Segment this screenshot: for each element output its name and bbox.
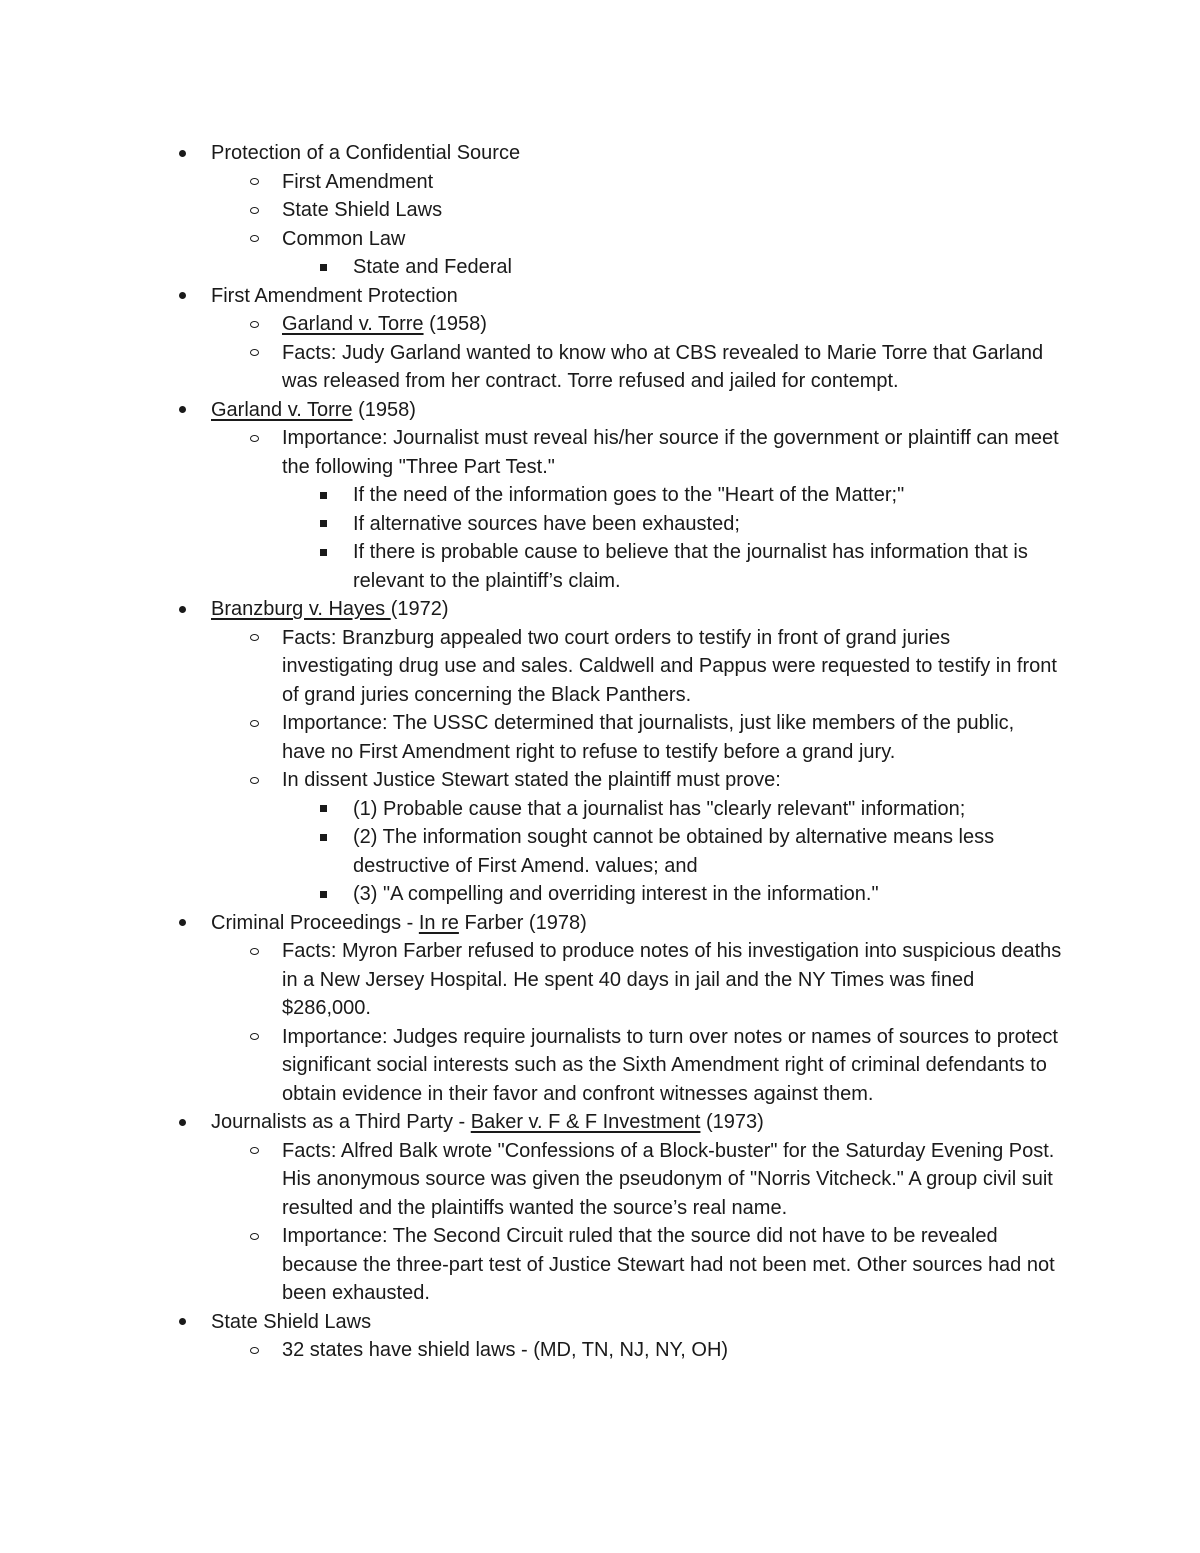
text-run: If the need of the information goes to the "Heart of the Matter;"	[353, 484, 905, 506]
text-run: State Shield Laws	[211, 1310, 372, 1333]
outline-item-text	[282, 342, 1043, 393]
outline-item-text	[282, 712, 1014, 763]
outline-item-level-1	[0, 909, 1200, 938]
hollow-circle-bullet-icon	[247, 1222, 261, 1251]
outline-item-text	[282, 427, 1059, 478]
outline-item-text	[282, 1225, 1055, 1304]
outline-item-level-1	[0, 396, 1200, 425]
outline-item-level-1	[0, 139, 1200, 168]
outline-item-level-1	[0, 1108, 1200, 1137]
square-bullet-icon	[316, 253, 330, 282]
outline-item-text	[282, 171, 433, 193]
case-name: Branzburg v. Hayes	[211, 598, 391, 620]
hollow-circle-bullet-icon	[247, 196, 261, 225]
outline-item-text	[353, 484, 904, 506]
text-run: (1972)	[390, 598, 449, 620]
outline-item-level-3	[0, 795, 1200, 824]
filled-circle-bullet-icon	[175, 282, 189, 311]
text-run: If alternative sources have been exhausted;	[353, 512, 740, 535]
text-run: State and Federal	[353, 256, 512, 278]
text-run: 32 states have shield laws - (MD, TN, NJ, NY, OH)	[282, 1339, 729, 1361]
text-run: Farber (1978)	[458, 911, 587, 934]
outline-item-text	[211, 285, 458, 307]
filled-circle-bullet-icon	[175, 396, 189, 425]
outline-item-level-3	[0, 510, 1200, 539]
outline-item-text	[353, 513, 740, 535]
text-run: Criminal Proceedings -	[211, 911, 419, 934]
text-run: Importance: Judges require journalists to turn over notes or names of sources to protect significant social interests such as the Sixth Amendment right of criminal defendants to obtain evidence in their favor and confront witnesses against them.	[282, 1025, 1058, 1105]
text-run: If there is probable cause to believe that the journalist has information that is relevant to the plaintiff’s claim.	[353, 541, 1028, 592]
outline-item-level-2	[0, 1137, 1200, 1223]
outline-item-level-3	[0, 538, 1200, 595]
text-run: Journalists as a Third Party -	[211, 1111, 471, 1133]
hollow-circle-bullet-icon	[247, 310, 261, 339]
outline-item-text	[282, 1140, 1054, 1219]
outline-item-level-2	[0, 937, 1200, 1023]
outline-item-text	[211, 1111, 764, 1133]
outline-item-level-1	[0, 1308, 1200, 1337]
outline-item-level-2	[0, 225, 1200, 254]
outline-item-level-2	[0, 424, 1200, 481]
case-name: Baker v. F & F Investment	[470, 1111, 701, 1133]
outline-item-text	[282, 627, 1057, 706]
outline-item-text	[353, 256, 512, 278]
text-run: (1958)	[352, 398, 416, 421]
outline-item-text	[282, 769, 781, 791]
outline-item-text	[282, 1026, 1058, 1105]
outline-item-level-2	[0, 168, 1200, 197]
filled-circle-bullet-icon	[175, 1308, 189, 1337]
text-run: Facts: Judy Garland wanted to know who at CBS revealed to Marie Torre that Garland was released from her contract. Torre refused and jailed for contempt.	[282, 341, 1044, 392]
case-name: Garland v. Torre	[282, 313, 424, 335]
hollow-circle-bullet-icon	[247, 225, 261, 254]
outline-item-text	[282, 313, 487, 335]
text-run: Facts: Branzburg appealed two court orders to testify in front of grand juries investigating drug use and sales. Caldwell and Pappus were requested to testify in front of grand juries concerning the Black Panthers.	[282, 626, 1057, 706]
hollow-circle-bullet-icon	[247, 709, 261, 738]
square-bullet-icon	[316, 538, 330, 567]
text-run: Facts: Alfred Balk wrote "Confessions of a Block-buster" for the Saturday Evening Post. His anonymous source was given the pseudonym of "Norris Vitcheck." A group civil suit resulted and the plaintiffs wanted the source’s real name.	[282, 1139, 1055, 1219]
outline-item-level-1	[0, 282, 1200, 311]
text-run: (2) The information sought cannot be obtained by alternative means less destructive of First Amend. values; and	[353, 826, 995, 877]
outline-item-level-3	[0, 253, 1200, 282]
outline-item-text	[282, 940, 1061, 1019]
outline-item-level-2	[0, 709, 1200, 766]
hollow-circle-bullet-icon	[247, 1336, 261, 1365]
hollow-circle-bullet-icon	[247, 766, 261, 795]
text-run: First Amendment	[282, 170, 434, 193]
outline-item-level-1	[0, 595, 1200, 624]
outline-item-level-2	[0, 310, 1200, 339]
outline-item-level-3	[0, 481, 1200, 510]
outline-item-level-3	[0, 823, 1200, 880]
outline-item-text	[211, 1311, 371, 1333]
text-run: Importance: The USSC determined that journalists, just like members of the public, have no First Amendment right to refuse to testify before a grand jury.	[282, 712, 1015, 763]
hollow-circle-bullet-icon	[247, 1137, 261, 1166]
hollow-circle-bullet-icon	[247, 937, 261, 966]
text-run: Importance: Journalist must reveal his/her source if the government or plaintiff can meet the following "Three Part Test."	[282, 427, 1059, 478]
case-name: Garland v. Torre	[211, 398, 353, 421]
case-name: In re	[418, 911, 459, 934]
outline-item-text	[211, 399, 416, 421]
text-run: (3) "A compelling and overriding interest in the information."	[353, 883, 879, 905]
outline-item-text	[282, 199, 442, 221]
outline-item-level-3	[0, 880, 1200, 909]
outline-item-text	[282, 1339, 728, 1361]
square-bullet-icon	[316, 510, 330, 539]
outline-item-text	[211, 912, 587, 934]
filled-circle-bullet-icon	[175, 595, 189, 624]
hollow-circle-bullet-icon	[247, 624, 261, 653]
text-run: Importance: The Second Circuit ruled that the source did not have to be revealed because the three-part test of Justice Stewart had not been met. Other sources had not been exhausted.	[282, 1225, 1055, 1304]
outline-item-text	[211, 598, 449, 620]
text-run: Protection of a Confidential Source	[211, 142, 521, 164]
text-run: Common Law	[282, 227, 406, 250]
hollow-circle-bullet-icon	[247, 1023, 261, 1052]
outline-item-level-2	[0, 624, 1200, 710]
outline-item-level-2	[0, 339, 1200, 396]
outline-item-text	[353, 826, 994, 877]
text-run: (1) Probable cause that a journalist has "clearly relevant" information;	[353, 797, 966, 820]
outline-item-text	[353, 541, 1028, 592]
square-bullet-icon	[316, 880, 330, 909]
square-bullet-icon	[316, 795, 330, 824]
outline-item-text	[353, 798, 965, 820]
square-bullet-icon	[316, 481, 330, 510]
outline-item-text	[211, 142, 520, 164]
square-bullet-icon	[316, 823, 330, 852]
text-run: State Shield Laws	[282, 199, 443, 221]
text-run: First Amendment Protection	[211, 284, 458, 307]
filled-circle-bullet-icon	[175, 1108, 189, 1137]
hollow-circle-bullet-icon	[247, 339, 261, 368]
outline-item-level-2	[0, 766, 1200, 795]
text-run: (1958)	[423, 313, 487, 335]
text-run: Facts: Myron Farber refused to produce notes of his investigation into suspicious deaths in a New Jersey Hospital. He spent 40 days in jail and the NY Times was fined $286,000.	[282, 940, 1062, 1019]
outline-item-level-2	[0, 1222, 1200, 1308]
text-run: In dissent Justice Stewart stated the plaintiff must prove:	[282, 769, 781, 791]
hollow-circle-bullet-icon	[247, 424, 261, 453]
outline-item-level-2	[0, 196, 1200, 225]
hollow-circle-bullet-icon	[247, 168, 261, 197]
notes-outline	[0, 139, 1200, 1365]
filled-circle-bullet-icon	[175, 909, 189, 938]
filled-circle-bullet-icon	[175, 139, 189, 168]
outline-item-text	[353, 883, 879, 905]
outline-item-level-2	[0, 1336, 1200, 1365]
text-run: (1973)	[700, 1111, 764, 1133]
outline-item-text	[282, 228, 405, 250]
outline-item-level-2	[0, 1023, 1200, 1109]
